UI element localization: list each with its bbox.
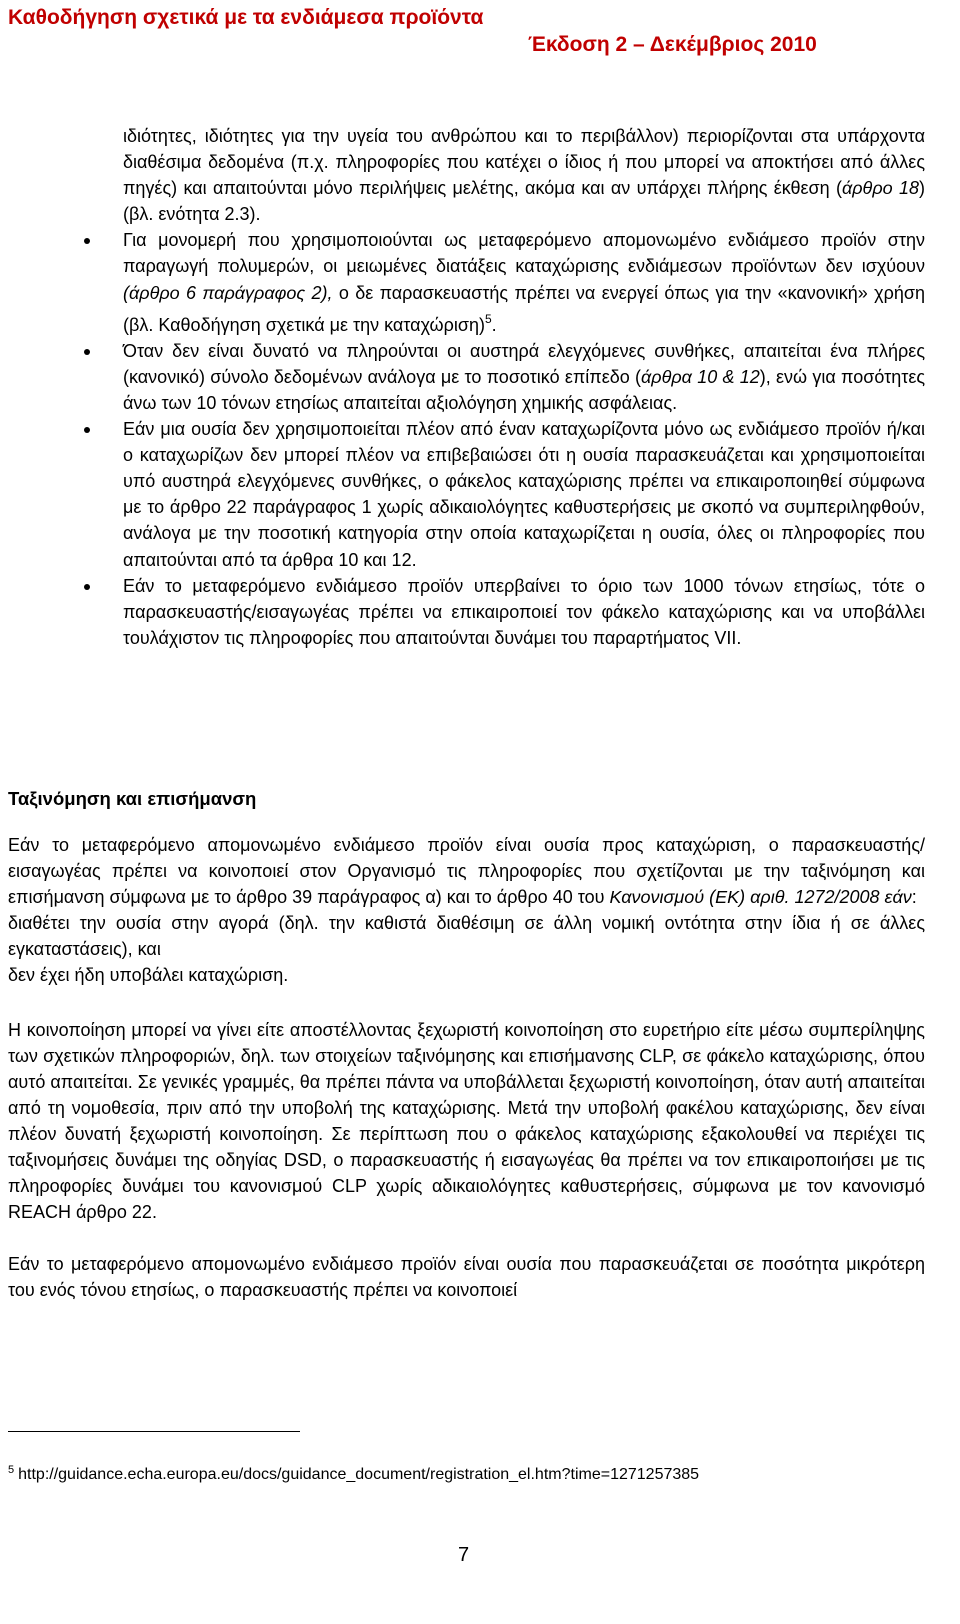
continuation-paragraph: ιδιότητες, ιδιότητες για την υγεία του ανθρώπου και το περιβάλλον) περιορίζονται στα υπάρχοντα διαθέσιμα δεδομένα (π.χ. πληροφορίες που κατέχει ο ίδιος ή που μπορεί να αποκτήσει από άλλες πηγές) και απαιτούνται μόνο περιλήψεις μελέτης, ακόμα και αν υπάρχει πλήρης έκθεση (άρθρο 18) (βλ. ενότητα 2.3). <box>123 126 925 225</box>
bullet-icon <box>84 238 90 244</box>
conditions-list <box>8 910 925 988</box>
footnote-link[interactable]: http://guidance.echa.europa.eu/docs/guidance_document/registration_el.htm?time=1271257385 <box>18 1466 700 1483</box>
list-item: διαθέτει την ουσία στην αγορά (δηλ. την καθιστά διαθέσιμη σε άλλη νομική οντότητα στην ίδια ή σε άλλες εγκαταστάσεις), και <box>8 913 925 960</box>
page-number: 7 <box>458 1544 470 1566</box>
list-item: Όταν δεν είναι δυνατό να πληρούνται οι αυστηρά ελεγχόμενες συνθήκες, απαιτείται ένα πλήρες (κανονικό) σύνολο δεδομένων ανάλογα με το ποσοτικό επίπεδο (άρθρα 10 & 12), ενώ για ποσότητες άνω των 10 τόνων ετησίως απαιτείται αξιολόγηση χημικής ασφάλειας. <box>123 338 925 416</box>
footnote-ref: 5 <box>484 311 492 326</box>
section-heading: Ταξινόμηση και επισήμανση <box>8 788 257 809</box>
footnote-number: 5 <box>8 1464 15 1476</box>
footnote <box>8 1460 699 1485</box>
paragraph: Εάν το μεταφερόμενο απομονωμένο ενδιάμεσο προϊόν είναι ουσία προς καταχώριση, ο παρασκευαστής/εισαγωγέας πρέπει να κοινοποιεί στον Οργανισμό τις πληροφορίες που σχετίζονται με την ταξινόμηση και επισήμανση σύμφωνα με το άρθρο 39 παράγραφος α) και το άρθρο 40 του Κανονισμού (ΕΚ) αριθ. 1272/2008 εάν: <box>8 835 925 908</box>
footnote-separator <box>8 1431 300 1432</box>
bullet-icon <box>84 427 90 433</box>
document-title: Καθοδήγηση σχετικά με τα ενδιάμεσα προϊόντα <box>8 6 484 29</box>
list-item: δεν έχει ήδη υποβάλει καταχώριση. <box>8 965 289 986</box>
bullet-icon <box>84 349 90 355</box>
classification-section <box>8 786 925 1304</box>
top-bullets <box>8 123 925 651</box>
document-edition: Έκδοση 2 – Δεκέμβριος 2010 <box>528 33 817 56</box>
requirements-list <box>123 227 925 651</box>
bullet-icon <box>84 584 90 590</box>
list-item: Για μονομερή που χρησιμοποιούνται ως μεταφερόμενο απομονωμένο ενδιάμεσο προϊόν στην παραγωγή πολυμερών, οι μειωμένες διατάξεις καταχώρισης ενδιάμεσων προϊόντων δεν ισχύουν (άρθρο 6 παράγραφος 2), ο δε παρασκευαστής πρέπει να ενεργεί όπως για την «κανονική» χρήση (βλ. Καθοδήγηση σχετικά με την καταχώριση)$^5$. <box>123 227 925 337</box>
page-header <box>8 4 817 58</box>
top-block <box>8 123 925 651</box>
list-item: Εάν μια ουσία δεν χρησιμοποιείται πλέον από έναν καταχωρίζοντα μόνο ως ενδιάμεσο προϊόν ή/και ο καταχωρίζων δεν μπορεί πλέον να επιβεβαιώσει ότι η ουσία παρασκευάζεται και χρησιμοποιείται υπό αυστηρά ελεγχόμενες συνθήκες, ο φάκελος καταχώρισης πρέπει να επικαιροποιηθεί σύμφωνα με το άρθρο 22 παράγραφος 1 χωρίς αδικαιολόγητες καθυστερήσεις με σκοπό να συμπεριληφθούν, ανάλογα με την ποσοτική κατηγορία στην οποία καταχωρίζεται η ουσία, όλες οι πληροφορίες που απαιτούνται από τα άρθρα 10 και 12. <box>123 416 925 573</box>
list-item: Εάν το μεταφερόμενο ενδιάμεσο προϊόν υπερβαίνει το όριο των 1000 τόνων ετησίως, τότε ο παρασκευαστής/εισαγωγέας πρέπει να επικαιροποιεί τον φάκελο καταχώρισης και να υποβάλλει τουλάχιστον τις πληροφορίες που απαιτούνται δυνάμει του παραρτήματος VII. <box>123 573 925 651</box>
paragraph: Η κοινοποίηση μπορεί να γίνει είτε αποστέλλοντας ξεχωριστή κοινοποίηση στο ευρετήριο είτε μέσω συμπερίληψης των σχετικών πληροφοριών, δηλ. των στοιχείων ταξινόμησης και επισήμανσης CLP, σε φάκελο καταχώρισης, όπου αυτό απαιτείται. Σε γενικές γραμμές, θα πρέπει πάντα να υποβάλλεται ξεχωριστή κοινοποίηση, όταν αυτή απαιτείται από τη νομοθεσία, πριν από την υποβολή της καταχώρισης. Μετά την υποβολή φακέλου καταχώρισης, δεν είναι πλέον δυνατή ξεχωριστή κοινοποίηση. Σε περίπτωση που ο φάκελος καταχώρισης εξακολουθεί να περιέχει τις ταξινομήσεις δυνάμει της οδηγίας DSD, ο παρασκευαστής ή εισαγωγέας θα πρέπει να τον επικαιροποιήσει με τις πληροφορίες δυνάμει του κανονισμού CLP χωρίς αδικαιολόγητες καθυστερήσεις, σύμφωνα με τον κανονισμό REACH άρθρο 22. <box>8 1019 925 1223</box>
paragraph: Εάν το μεταφερόμενο απομονωμένο ενδιάμεσο προϊόν είναι ουσία που παρασκευάζεται σε ποσότητα μικρότερη του ενός τόνου ετησίως, ο παρασκευαστής πρέπει να κοινοποιεί <box>8 1254 925 1301</box>
